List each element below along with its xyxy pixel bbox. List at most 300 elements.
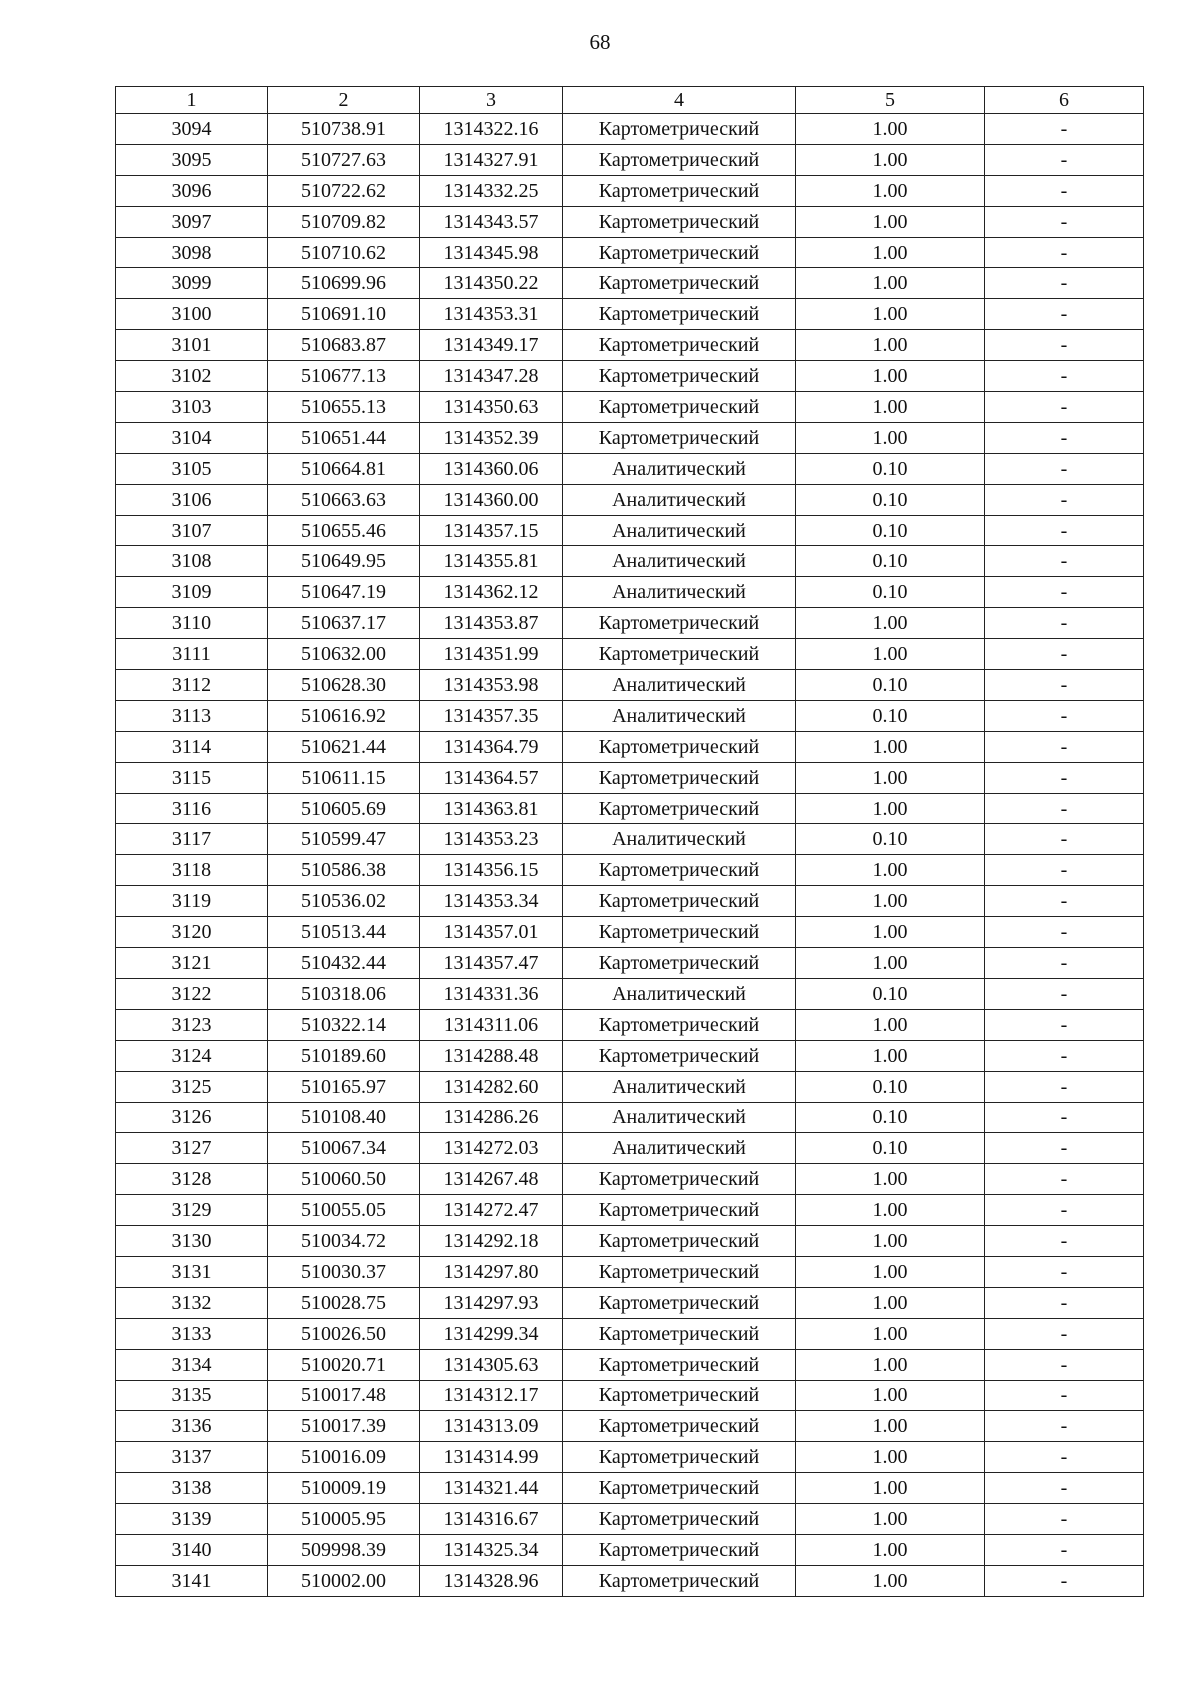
- y-coordinate-cell: 1314347.28: [420, 361, 563, 392]
- note-cell: -: [985, 1504, 1144, 1535]
- point-number-cell: 3105: [116, 453, 268, 484]
- accuracy-cell: 1.00: [796, 1164, 985, 1195]
- x-coordinate-cell: 510699.96: [268, 268, 420, 299]
- point-number-cell: 3112: [116, 670, 268, 701]
- y-coordinate-cell: 1314364.57: [420, 762, 563, 793]
- y-coordinate-cell: 1314360.00: [420, 484, 563, 515]
- method-cell: Картометрический: [563, 1411, 796, 1442]
- accuracy-cell: 0.10: [796, 1133, 985, 1164]
- note-cell: -: [985, 1226, 1144, 1257]
- method-cell: Картометрический: [563, 1195, 796, 1226]
- point-number-cell: 3133: [116, 1318, 268, 1349]
- note-cell: -: [985, 978, 1144, 1009]
- note-cell: -: [985, 299, 1144, 330]
- x-coordinate-cell: 510034.72: [268, 1226, 420, 1257]
- accuracy-cell: 0.10: [796, 453, 985, 484]
- x-coordinate-cell: 510017.48: [268, 1380, 420, 1411]
- table-row: [116, 206, 1144, 237]
- table-row: [116, 793, 1144, 824]
- table-row: [116, 515, 1144, 546]
- accuracy-cell: 1.00: [796, 1411, 985, 1442]
- accuracy-cell: 0.10: [796, 670, 985, 701]
- note-cell: -: [985, 639, 1144, 670]
- accuracy-cell: 1.00: [796, 793, 985, 824]
- y-coordinate-cell: 1314267.48: [420, 1164, 563, 1195]
- x-coordinate-cell: 510055.05: [268, 1195, 420, 1226]
- point-number-cell: 3118: [116, 855, 268, 886]
- y-coordinate-cell: 1314292.18: [420, 1226, 563, 1257]
- y-coordinate-cell: 1314331.36: [420, 978, 563, 1009]
- y-coordinate-cell: 1314357.47: [420, 948, 563, 979]
- point-number-cell: 3104: [116, 422, 268, 453]
- accuracy-cell: 1.00: [796, 1473, 985, 1504]
- table-row: [116, 268, 1144, 299]
- accuracy-cell: 1.00: [796, 422, 985, 453]
- method-cell: Аналитический: [563, 700, 796, 731]
- x-coordinate-cell: 510664.81: [268, 453, 420, 484]
- y-coordinate-cell: 1314364.79: [420, 731, 563, 762]
- point-number-cell: 3109: [116, 577, 268, 608]
- y-coordinate-cell: 1314299.34: [420, 1318, 563, 1349]
- table-row: [116, 422, 1144, 453]
- point-number-cell: 3138: [116, 1473, 268, 1504]
- point-number-cell: 3125: [116, 1071, 268, 1102]
- method-cell: Картометрический: [563, 1442, 796, 1473]
- y-coordinate-cell: 1314325.34: [420, 1534, 563, 1565]
- note-cell: -: [985, 1473, 1144, 1504]
- coordinates-table: [115, 86, 1144, 1597]
- accuracy-cell: 1.00: [796, 1504, 985, 1535]
- point-number-cell: 3127: [116, 1133, 268, 1164]
- y-coordinate-cell: 1314343.57: [420, 206, 563, 237]
- note-cell: -: [985, 855, 1144, 886]
- method-cell: Картометрический: [563, 855, 796, 886]
- column-header-5: 5: [796, 87, 985, 114]
- table-row: [116, 700, 1144, 731]
- x-coordinate-cell: 510586.38: [268, 855, 420, 886]
- column-header-4: 4: [563, 87, 796, 114]
- note-cell: -: [985, 1009, 1144, 1040]
- y-coordinate-cell: 1314272.47: [420, 1195, 563, 1226]
- note-cell: -: [985, 1442, 1144, 1473]
- y-coordinate-cell: 1314349.17: [420, 330, 563, 361]
- table-row: [116, 1009, 1144, 1040]
- table-row: [116, 1071, 1144, 1102]
- table-row: [116, 1442, 1144, 1473]
- method-cell: Картометрический: [563, 1534, 796, 1565]
- table-row: [116, 577, 1144, 608]
- y-coordinate-cell: 1314357.15: [420, 515, 563, 546]
- y-coordinate-cell: 1314360.06: [420, 453, 563, 484]
- method-cell: Аналитический: [563, 1071, 796, 1102]
- note-cell: -: [985, 731, 1144, 762]
- x-coordinate-cell: 510677.13: [268, 361, 420, 392]
- note-cell: -: [985, 1133, 1144, 1164]
- point-number-cell: 3123: [116, 1009, 268, 1040]
- method-cell: Картометрический: [563, 330, 796, 361]
- column-header-3: 3: [420, 87, 563, 114]
- note-cell: -: [985, 206, 1144, 237]
- table-row: [116, 484, 1144, 515]
- accuracy-cell: 0.10: [796, 824, 985, 855]
- accuracy-cell: 1.00: [796, 1349, 985, 1380]
- x-coordinate-cell: 510722.62: [268, 175, 420, 206]
- x-coordinate-cell: 510009.19: [268, 1473, 420, 1504]
- table-row: [116, 1287, 1144, 1318]
- note-cell: -: [985, 175, 1144, 206]
- y-coordinate-cell: 1314272.03: [420, 1133, 563, 1164]
- x-coordinate-cell: 510649.95: [268, 546, 420, 577]
- table-row: [116, 731, 1144, 762]
- note-cell: -: [985, 144, 1144, 175]
- point-number-cell: 3119: [116, 886, 268, 917]
- table-row: [116, 175, 1144, 206]
- table-row: [116, 330, 1144, 361]
- note-cell: -: [985, 515, 1144, 546]
- y-coordinate-cell: 1314328.96: [420, 1565, 563, 1596]
- accuracy-cell: 1.00: [796, 361, 985, 392]
- y-coordinate-cell: 1314311.06: [420, 1009, 563, 1040]
- note-cell: -: [985, 1195, 1144, 1226]
- accuracy-cell: 1.00: [796, 206, 985, 237]
- accuracy-cell: 1.00: [796, 392, 985, 423]
- note-cell: -: [985, 948, 1144, 979]
- y-coordinate-cell: 1314322.16: [420, 114, 563, 145]
- point-number-cell: 3099: [116, 268, 268, 299]
- note-cell: -: [985, 1318, 1144, 1349]
- accuracy-cell: 1.00: [796, 1380, 985, 1411]
- point-number-cell: 3120: [116, 917, 268, 948]
- table-row: [116, 1411, 1144, 1442]
- x-coordinate-cell: 510637.17: [268, 608, 420, 639]
- accuracy-cell: 1.00: [796, 608, 985, 639]
- x-coordinate-cell: 510322.14: [268, 1009, 420, 1040]
- y-coordinate-cell: 1314353.34: [420, 886, 563, 917]
- note-cell: -: [985, 1040, 1144, 1071]
- method-cell: Картометрический: [563, 1349, 796, 1380]
- x-coordinate-cell: 510621.44: [268, 731, 420, 762]
- x-coordinate-cell: 510727.63: [268, 144, 420, 175]
- note-cell: -: [985, 1287, 1144, 1318]
- y-coordinate-cell: 1314363.81: [420, 793, 563, 824]
- method-cell: Картометрический: [563, 1164, 796, 1195]
- method-cell: Картометрический: [563, 948, 796, 979]
- y-coordinate-cell: 1314297.93: [420, 1287, 563, 1318]
- table-row: [116, 762, 1144, 793]
- method-cell: Картометрический: [563, 268, 796, 299]
- point-number-cell: 3121: [116, 948, 268, 979]
- x-coordinate-cell: 510108.40: [268, 1102, 420, 1133]
- accuracy-cell: 0.10: [796, 577, 985, 608]
- x-coordinate-cell: 510683.87: [268, 330, 420, 361]
- x-coordinate-cell: 510655.13: [268, 392, 420, 423]
- table-row: [116, 1534, 1144, 1565]
- table-row: [116, 978, 1144, 1009]
- method-cell: Аналитический: [563, 1133, 796, 1164]
- point-number-cell: 3106: [116, 484, 268, 515]
- table-row: [116, 453, 1144, 484]
- x-coordinate-cell: 510628.30: [268, 670, 420, 701]
- method-cell: Картометрический: [563, 144, 796, 175]
- x-coordinate-cell: 509998.39: [268, 1534, 420, 1565]
- method-cell: Картометрический: [563, 392, 796, 423]
- note-cell: -: [985, 1380, 1144, 1411]
- accuracy-cell: 1.00: [796, 639, 985, 670]
- y-coordinate-cell: 1314321.44: [420, 1473, 563, 1504]
- table-row: [116, 1226, 1144, 1257]
- point-number-cell: 3134: [116, 1349, 268, 1380]
- point-number-cell: 3140: [116, 1534, 268, 1565]
- y-coordinate-cell: 1314355.81: [420, 546, 563, 577]
- y-coordinate-cell: 1314312.17: [420, 1380, 563, 1411]
- point-number-cell: 3108: [116, 546, 268, 577]
- accuracy-cell: 1.00: [796, 1565, 985, 1596]
- table-row: [116, 824, 1144, 855]
- note-cell: -: [985, 608, 1144, 639]
- y-coordinate-cell: 1314353.23: [420, 824, 563, 855]
- accuracy-cell: 0.10: [796, 515, 985, 546]
- x-coordinate-cell: 510067.34: [268, 1133, 420, 1164]
- point-number-cell: 3114: [116, 731, 268, 762]
- method-cell: Аналитический: [563, 515, 796, 546]
- x-coordinate-cell: 510020.71: [268, 1349, 420, 1380]
- y-coordinate-cell: 1314288.48: [420, 1040, 563, 1071]
- method-cell: Картометрический: [563, 422, 796, 453]
- x-coordinate-cell: 510189.60: [268, 1040, 420, 1071]
- x-coordinate-cell: 510030.37: [268, 1256, 420, 1287]
- table-row: [116, 546, 1144, 577]
- accuracy-cell: 1.00: [796, 1287, 985, 1318]
- point-number-cell: 3128: [116, 1164, 268, 1195]
- accuracy-cell: 1.00: [796, 1318, 985, 1349]
- point-number-cell: 3113: [116, 700, 268, 731]
- x-coordinate-cell: 510026.50: [268, 1318, 420, 1349]
- point-number-cell: 3116: [116, 793, 268, 824]
- point-number-cell: 3141: [116, 1565, 268, 1596]
- x-coordinate-cell: 510165.97: [268, 1071, 420, 1102]
- note-cell: -: [985, 1349, 1144, 1380]
- accuracy-cell: 1.00: [796, 268, 985, 299]
- method-cell: Картометрический: [563, 1256, 796, 1287]
- point-number-cell: 3107: [116, 515, 268, 546]
- x-coordinate-cell: 510002.00: [268, 1565, 420, 1596]
- table-row: [116, 1040, 1144, 1071]
- y-coordinate-cell: 1314351.99: [420, 639, 563, 670]
- table-row: [116, 1256, 1144, 1287]
- method-cell: Картометрический: [563, 1473, 796, 1504]
- point-number-cell: 3095: [116, 144, 268, 175]
- point-number-cell: 3111: [116, 639, 268, 670]
- y-coordinate-cell: 1314305.63: [420, 1349, 563, 1380]
- table-row: [116, 1318, 1144, 1349]
- y-coordinate-cell: 1314345.98: [420, 237, 563, 268]
- accuracy-cell: 1.00: [796, 1534, 985, 1565]
- table-row: [116, 361, 1144, 392]
- point-number-cell: 3124: [116, 1040, 268, 1071]
- accuracy-cell: 1.00: [796, 948, 985, 979]
- table-row: [116, 392, 1144, 423]
- method-cell: Картометрический: [563, 639, 796, 670]
- x-coordinate-cell: 510710.62: [268, 237, 420, 268]
- table-row: [116, 1504, 1144, 1535]
- table-row: [116, 114, 1144, 145]
- note-cell: -: [985, 577, 1144, 608]
- x-coordinate-cell: 510616.92: [268, 700, 420, 731]
- y-coordinate-cell: 1314313.09: [420, 1411, 563, 1442]
- x-coordinate-cell: 510060.50: [268, 1164, 420, 1195]
- point-number-cell: 3137: [116, 1442, 268, 1473]
- accuracy-cell: 0.10: [796, 1071, 985, 1102]
- table-row: [116, 1473, 1144, 1504]
- x-coordinate-cell: 510691.10: [268, 299, 420, 330]
- y-coordinate-cell: 1314362.12: [420, 577, 563, 608]
- method-cell: Картометрический: [563, 1504, 796, 1535]
- note-cell: -: [985, 1411, 1144, 1442]
- method-cell: Аналитический: [563, 453, 796, 484]
- point-number-cell: 3117: [116, 824, 268, 855]
- y-coordinate-cell: 1314286.26: [420, 1102, 563, 1133]
- method-cell: Картометрический: [563, 361, 796, 392]
- table-row: [116, 1195, 1144, 1226]
- y-coordinate-cell: 1314332.25: [420, 175, 563, 206]
- table-row: [116, 855, 1144, 886]
- x-coordinate-cell: 510655.46: [268, 515, 420, 546]
- x-coordinate-cell: 510709.82: [268, 206, 420, 237]
- y-coordinate-cell: 1314314.99: [420, 1442, 563, 1473]
- method-cell: Картометрический: [563, 175, 796, 206]
- note-cell: -: [985, 268, 1144, 299]
- accuracy-cell: 1.00: [796, 1442, 985, 1473]
- y-coordinate-cell: 1314356.15: [420, 855, 563, 886]
- note-cell: -: [985, 762, 1144, 793]
- point-number-cell: 3100: [116, 299, 268, 330]
- accuracy-cell: 1.00: [796, 1226, 985, 1257]
- method-cell: Аналитический: [563, 824, 796, 855]
- page-number: 68: [589, 30, 611, 54]
- table-row: [116, 917, 1144, 948]
- table-row: [116, 1349, 1144, 1380]
- accuracy-cell: 0.10: [796, 978, 985, 1009]
- note-cell: -: [985, 422, 1144, 453]
- method-cell: Картометрический: [563, 762, 796, 793]
- point-number-cell: 3136: [116, 1411, 268, 1442]
- point-number-cell: 3139: [116, 1504, 268, 1535]
- note-cell: -: [985, 1256, 1144, 1287]
- accuracy-cell: 0.10: [796, 546, 985, 577]
- table-body: [116, 114, 1144, 1597]
- note-cell: -: [985, 453, 1144, 484]
- table-row: [116, 1133, 1144, 1164]
- table-row: [116, 886, 1144, 917]
- note-cell: -: [985, 917, 1144, 948]
- x-coordinate-cell: 510611.15: [268, 762, 420, 793]
- table-row: [116, 1565, 1144, 1596]
- x-coordinate-cell: 510599.47: [268, 824, 420, 855]
- y-coordinate-cell: 1314352.39: [420, 422, 563, 453]
- note-cell: -: [985, 484, 1144, 515]
- table-row: [116, 299, 1144, 330]
- x-coordinate-cell: 510605.69: [268, 793, 420, 824]
- accuracy-cell: 1.00: [796, 237, 985, 268]
- y-coordinate-cell: 1314353.87: [420, 608, 563, 639]
- method-cell: Картометрический: [563, 731, 796, 762]
- accuracy-cell: 1.00: [796, 731, 985, 762]
- point-number-cell: 3097: [116, 206, 268, 237]
- table-row: [116, 948, 1144, 979]
- note-cell: -: [985, 670, 1144, 701]
- method-cell: Аналитический: [563, 978, 796, 1009]
- method-cell: Аналитический: [563, 1102, 796, 1133]
- accuracy-cell: 1.00: [796, 299, 985, 330]
- y-coordinate-cell: 1314327.91: [420, 144, 563, 175]
- note-cell: -: [985, 1164, 1144, 1195]
- accuracy-cell: 0.10: [796, 1102, 985, 1133]
- accuracy-cell: 1.00: [796, 762, 985, 793]
- table-row: [116, 670, 1144, 701]
- point-number-cell: 3129: [116, 1195, 268, 1226]
- note-cell: -: [985, 546, 1144, 577]
- y-coordinate-cell: 1314316.67: [420, 1504, 563, 1535]
- note-cell: -: [985, 886, 1144, 917]
- note-cell: -: [985, 330, 1144, 361]
- point-number-cell: 3131: [116, 1256, 268, 1287]
- method-cell: Картометрический: [563, 299, 796, 330]
- x-coordinate-cell: 510005.95: [268, 1504, 420, 1535]
- accuracy-cell: 1.00: [796, 1040, 985, 1071]
- point-number-cell: 3096: [116, 175, 268, 206]
- column-header-1: 1: [116, 87, 268, 114]
- method-cell: Картометрический: [563, 1040, 796, 1071]
- x-coordinate-cell: 510017.39: [268, 1411, 420, 1442]
- method-cell: Картометрический: [563, 1565, 796, 1596]
- table-row: [116, 237, 1144, 268]
- accuracy-cell: 1.00: [796, 855, 985, 886]
- point-number-cell: 3098: [116, 237, 268, 268]
- method-cell: Аналитический: [563, 546, 796, 577]
- x-coordinate-cell: 510632.00: [268, 639, 420, 670]
- method-cell: Картометрический: [563, 608, 796, 639]
- x-coordinate-cell: 510536.02: [268, 886, 420, 917]
- y-coordinate-cell: 1314353.31: [420, 299, 563, 330]
- table-row: [116, 1164, 1144, 1195]
- point-number-cell: 3101: [116, 330, 268, 361]
- x-coordinate-cell: 510663.63: [268, 484, 420, 515]
- point-number-cell: 3110: [116, 608, 268, 639]
- y-coordinate-cell: 1314357.01: [420, 917, 563, 948]
- method-cell: Картометрический: [563, 886, 796, 917]
- x-coordinate-cell: 510318.06: [268, 978, 420, 1009]
- note-cell: -: [985, 1534, 1144, 1565]
- method-cell: Аналитический: [563, 577, 796, 608]
- accuracy-cell: 1.00: [796, 114, 985, 145]
- note-cell: -: [985, 237, 1144, 268]
- table-header-row: [116, 87, 1144, 114]
- method-cell: Картометрический: [563, 1380, 796, 1411]
- point-number-cell: 3126: [116, 1102, 268, 1133]
- accuracy-cell: 1.00: [796, 175, 985, 206]
- method-cell: Картометрический: [563, 1009, 796, 1040]
- method-cell: Картометрический: [563, 206, 796, 237]
- method-cell: Аналитический: [563, 484, 796, 515]
- table-row: [116, 608, 1144, 639]
- point-number-cell: 3102: [116, 361, 268, 392]
- accuracy-cell: 1.00: [796, 144, 985, 175]
- method-cell: Картометрический: [563, 114, 796, 145]
- note-cell: -: [985, 793, 1144, 824]
- y-coordinate-cell: 1314350.63: [420, 392, 563, 423]
- method-cell: Картометрический: [563, 1226, 796, 1257]
- table-row: [116, 639, 1144, 670]
